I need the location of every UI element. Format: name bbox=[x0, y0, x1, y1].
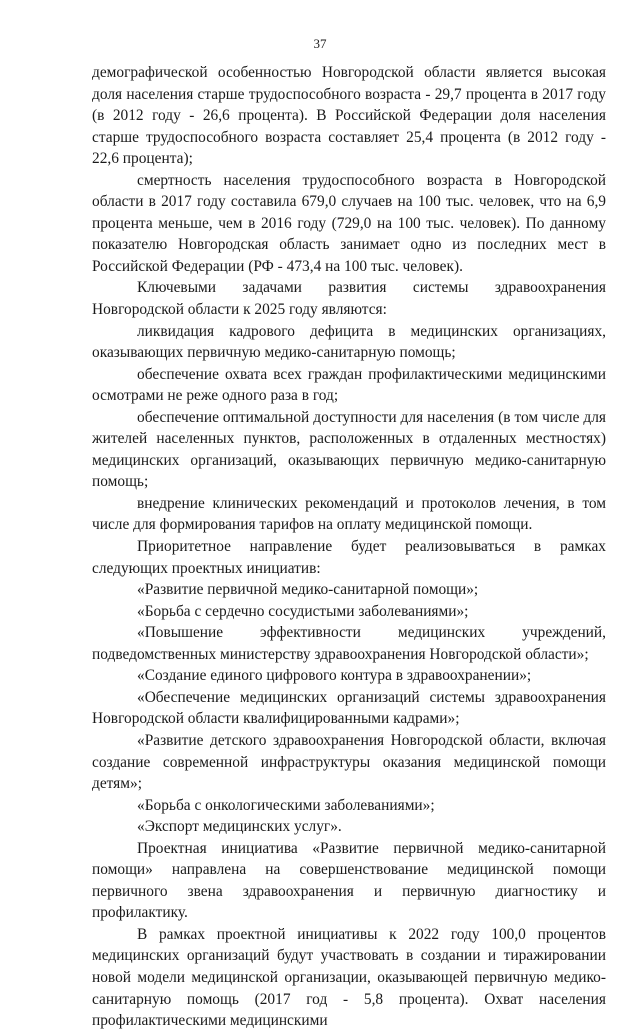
initiative-item: «Экспорт медицинских услуг». bbox=[137, 818, 342, 836]
paragraph: смертность населения трудоспособного возраста в Новгородской области в 2017 году составила 679,0 случаев на 100 тыс. человек, что на 6,9 процента меньше, чем в 2016 году (729,0 на 100 тыс. человек). По данному показателю Новгородская область занимает одно из последних мест в Российской Федерации (РФ - 473,4 на 100 тыс. человек). bbox=[92, 171, 606, 275]
paragraph: демографической особенностью Новгородской области является высокая доля населения старше трудоспособного возраста - 29,7 процента в 2017 году (в 2012 году - 26,6 процента). В Российской Федерации доля населения старше трудоспособного возраста составляет 25,4 процента (в 2012 году - 22,6 процента); bbox=[92, 64, 606, 168]
initiative-item: «Обеспечение медицинских организаций системы здравоохранения Новгородской области квалифицированными кадрами»; bbox=[92, 688, 606, 728]
initiative-item: «Борьба с сердечно сосудистыми заболеваниями»; bbox=[137, 602, 469, 620]
paragraph: В рамках проектной инициативы к 2022 году 100,0 процентов медицинских организаций будут участвовать в создании и тиражировании новой модели медицинской организации, оказывающей первичную медико-санитарную помощь (2017 год - 5,8 процента). Охват населения профилактическими медицинскими bbox=[92, 925, 606, 1030]
initiative-item: «Повышение эффективности медицинских учреждений, подведомственных министерству здравоохранения Новгородской области»; bbox=[92, 624, 606, 663]
page-number: 37 bbox=[313, 36, 327, 51]
paragraph: Приоритетное направление будет реализовываться в рамках следующих проектных инициатив: bbox=[92, 538, 606, 577]
list-item: ликвидация кадрового дефицита в медицинских организациях, оказывающих первичную медико-санитарную помощь; bbox=[92, 322, 606, 362]
initiative-item: «Развитие первичной медико-санитарной помощи»; bbox=[137, 581, 479, 599]
paragraph: Проектная инициатива «Развитие первичной медико-санитарной помощи» направлена на совершенствование медицинской помощи первичного звена здравоохранения и первичную диагностику и профилактику. bbox=[92, 839, 606, 922]
initiative-item: «Создание единого цифрового контура в здравоохранении»; bbox=[137, 667, 532, 685]
initiative-item: «Борьба с онкологическими заболеваниями»; bbox=[137, 796, 435, 814]
list-item: внедрение клинических рекомендаций и протоколов лечения, в том числе для формирования тарифов на оплату медицинской помощи. bbox=[92, 494, 606, 534]
body-text bbox=[92, 62, 606, 1032]
initiative-item: «Развитие детского здравоохранения Новгородской области, включая создание современной инфраструктуры оказания медицинской помощи детям»; bbox=[92, 731, 606, 793]
list-item: обеспечение охвата всех граждан профилактическими медицинскими осмотрами не реже одного раза в год; bbox=[92, 365, 606, 405]
paragraph: Ключевыми задачами развития системы здравоохранения Новгородской области к 2025 году являются: bbox=[92, 279, 606, 319]
list-item: обеспечение оптимальной доступности для населения (в том числе для жителей населенных пунктов, расположенных в отдаленных местностях) медицинских организаций, оказывающих первичную медико-санитарную помощь; bbox=[92, 408, 606, 491]
